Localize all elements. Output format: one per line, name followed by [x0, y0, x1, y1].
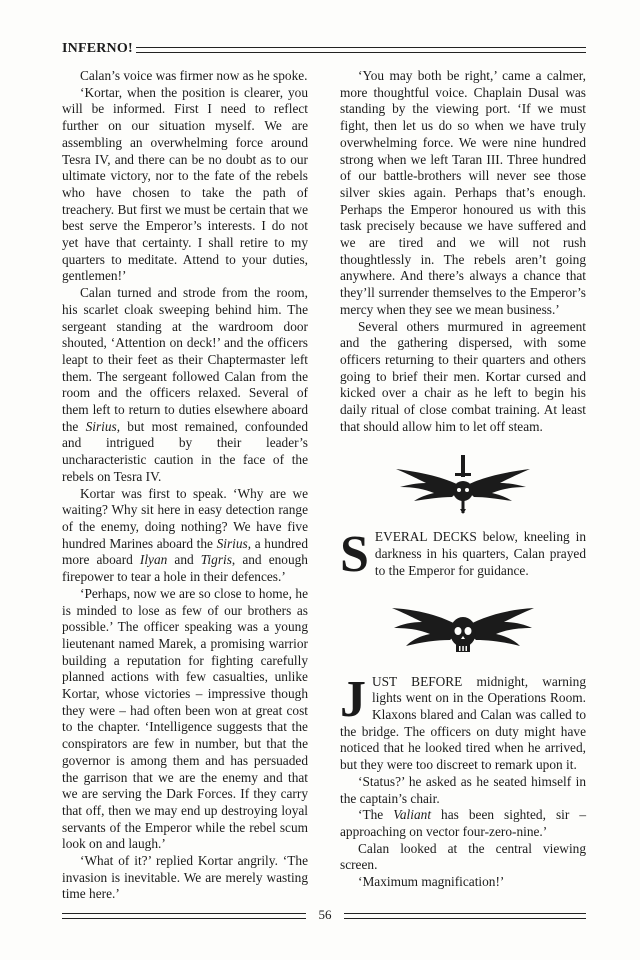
paragraph: Calan’s voice was firmer now as he spoke.: [80, 68, 308, 83]
paragraph: ‘Status?’ he asked as he seated himself in the captain’s chair.: [340, 773, 586, 806]
paragraph: Calan looked at the central viewing screen.: [340, 840, 586, 873]
header-rule: [136, 47, 586, 53]
paragraph: ‘You may both be right,’ came a calmer, more thoughtful voice. Chaplain Dusal was standing by the viewing port. ‘If we must fight, then let us do so when we have truly overwhelming force. We were nine hundred strong when we left Taran III. Three hundred of our battle-brothers will never see those silver skies again. Perhaps that’s enough. Perhaps the Emperor honoured us with this task precisely because we have suffered and we are tired and we will not rush thoughtlessly in. The rebels aren’t going anywhere. And there’s always a chance that they’ll surrender themselves to the Emperor’s mercy when they see we mean business.’: [340, 68, 586, 317]
paragraph: Several others murmured in agreement and the gathering dispersed, with some officers returning to their quarters and others going to brief their men. Kortar cursed and kicked over a chair as he left to begin his daily ritual of close combat training. At least that should allow him to let off steam.: [340, 318, 586, 434]
footer-rule-left: [62, 913, 306, 919]
winged-skull-divider-icon: [388, 598, 538, 660]
section-paragraph: SEVERAL DECKS below, kneeling in darkness in his quarters, Calan prayed to the Emperor for guidance.: [340, 526, 586, 584]
ship-name: Valiant: [393, 807, 432, 823]
drop-cap: J: [340, 670, 366, 728]
footer-rule-right: [344, 913, 586, 919]
section-paragraph: JUST BEFORE midnight, warning lights went on in the Operations Room. Klaxons blared and Calan was called to the bridge. The officers on duty might have noticed that he looked tired when he arrived, but they were too discreet to remark upon it.: [340, 670, 586, 773]
left-column: [62, 68, 308, 903]
paragraph: ‘What of it?’ replied Kortar angrily. ‘The invasion is inevitable. We are merely wasting time here.’: [62, 853, 308, 902]
page-footer: [62, 905, 586, 923]
ship-name: Sirius: [85, 418, 117, 434]
paragraph: ‘Maximum magnification!’: [358, 874, 505, 890]
paragraph: ‘Kortar, when the position is clearer, you will be informed. First I need to reflect further on our situation myself. We are assembling an overwhelming force around Tesra IV, and there can be no doubt as to our ultimate victory, nor to the fate of the rebels who have chosen to take the path of treachery. But first we must be certain that we best serve the Emperor’s interests. I do not yet have that certainty. I shall retire to my quarters to meditate. Attend to your duties, gentlemen!’: [62, 84, 308, 284]
paragraph: Kortar was first to speak. ‘Why are we waiting? Why sit here in easy detection range of the enemy, doing nothing? We have five hundred Marines aboard the Sirius, a hundred more aboard Ilyan and Tigris, and enough firepower to tear a hole in their defences.’: [62, 485, 308, 585]
header-title: INFERNO!: [62, 41, 133, 56]
paragraph: ‘The Valiant has been sighted, sir – approaching on vector four-zero-nine.’: [340, 807, 586, 839]
ship-name: Sirius: [216, 535, 248, 551]
ship-name: Ilyan: [139, 552, 168, 568]
drop-cap: S: [340, 526, 369, 584]
running-header: [62, 40, 586, 58]
paragraph: ‘Perhaps, now we are so close to home, he is minded to lose as few of our brothers as possible.’ The officer speaking was a young lieutenant named Marek, a promising warrior building a reputation for fighting carefully planned actions with few casualties, unlike Kortar, whose victories – impressive though they were – had often been won at great cost to the chapter. ‘Intelligence suggests that the conspirators are few in number, but that the governor is among them and has persuaded the garrison that we are the enemy and that we are serving the Dark Forces. If they carry that off, then we may end up destroying loyal servants of the Emperor while the rebel scum look on and laugh.’: [62, 585, 308, 852]
page-number: 56: [318, 907, 332, 922]
paragraph: Calan turned and strode from the room, his scarlet cloak sweeping behind him. The sergeant standing at the wardroom door shouted, ‘Attention on deck!’ and the officers leapt to their feet as their Chaptermaster left them. The sergeant followed Calan from the room and the officers relaxed. Several of them left to return to duties elsewhere aboard the Sirius, but most remained, confounded and intrigued by their leader’s uncharacteristic caution in the face of the rebels on Tesra IV.: [62, 285, 308, 484]
winged-sword-divider-icon: [388, 453, 538, 515]
right-column: [340, 68, 586, 891]
ship-name: Tigris: [200, 552, 232, 568]
